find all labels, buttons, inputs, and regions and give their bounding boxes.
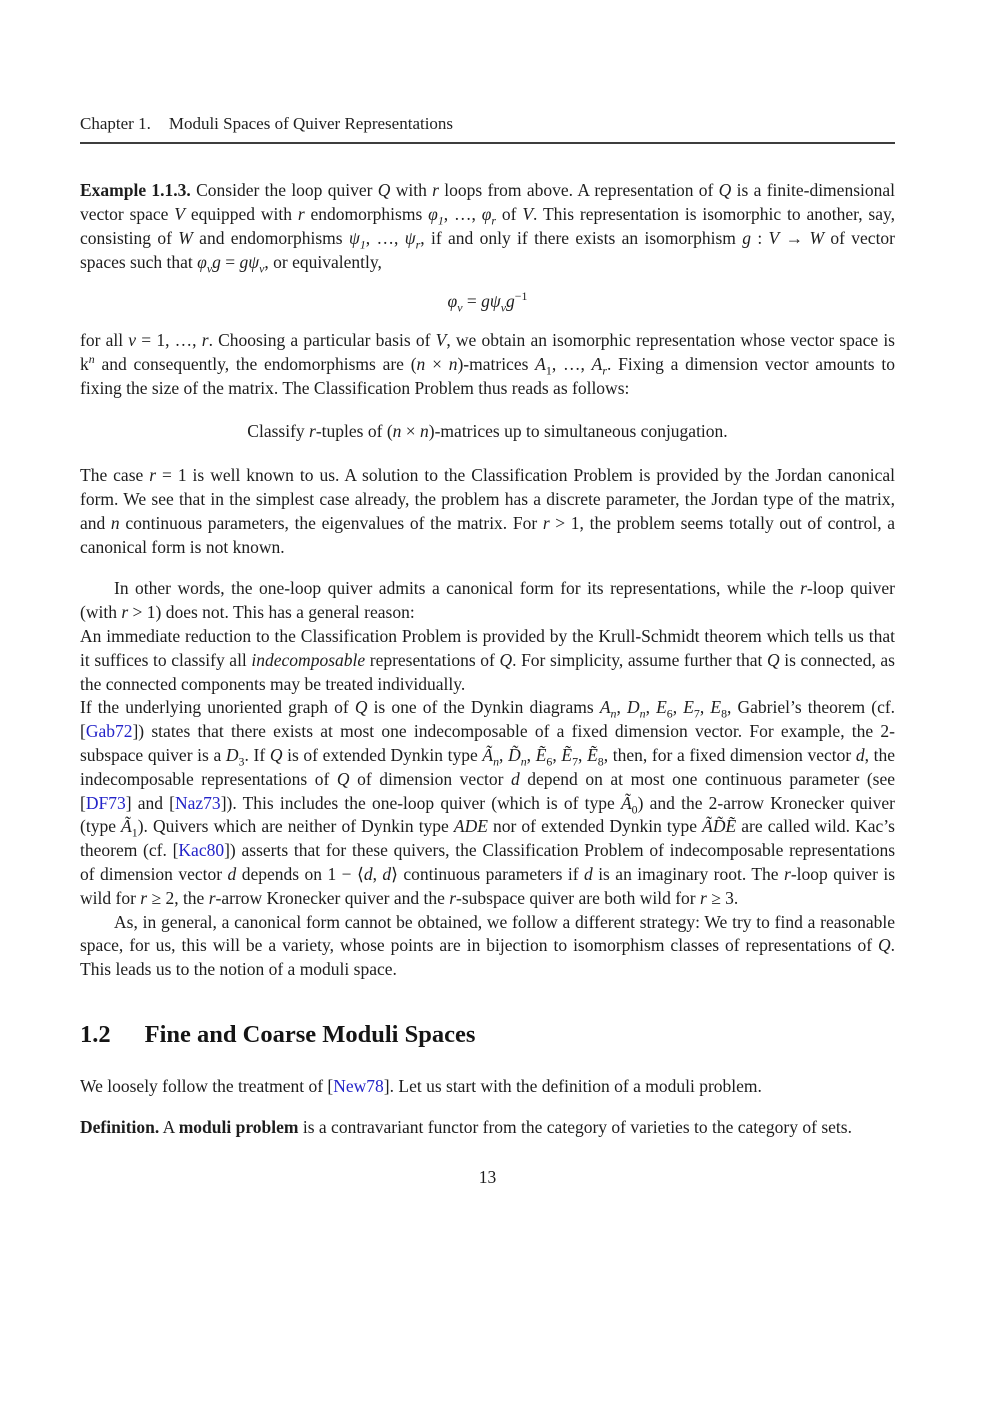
citation-kac80[interactable]: Kac80 xyxy=(178,840,225,861)
citation-naz73[interactable]: Naz73 xyxy=(175,792,221,813)
text-block xyxy=(80,112,895,1190)
page-number: 13 xyxy=(478,1167,497,1187)
para-basis: for all ν = 1, …, r. Choosing a particular basis of V, we obtain an isomorphic representation whose vector space is $k^n$ and consequently, the endomorphisms are (n × n)-matrices $A_1$, …, $A_r$. Fixing a dimension vector amounts to fixing the size of the matrix. The Classification Problem thus reads as follows: xyxy=(80,330,895,398)
para-strategy: As, in general, a canonical form cannot be obtained, we follow a different strategy: We try to find a reasonable space, for us, this will be a variety, whose points are in bijection to isomorphism classes of representations of Q. This leads us to the notion of a moduli space. xyxy=(80,911,895,980)
para-treatment: We loosely follow the treatment of [New78]. Let us start with the definition of a moduli problem. xyxy=(80,1076,762,1097)
citation-df73[interactable]: DF73 xyxy=(85,792,126,813)
citation-gab72[interactable]: Gab72 xyxy=(85,721,133,742)
display-equation: $\varphi_\nu = g\psi_\nu g^{-1}$ xyxy=(447,289,528,315)
para-jordan: The case r = 1 is well known to us. A solution to the Classification Problem is provided by the Jordan canonical form. We see that in the simplest case already, the problem has a discrete parameter, the Jordan type of the matrix, and n continuous parameters, the eigenvalues of the matrix. For r > 1, the problem seems totally out of control, a canonical form is not known. xyxy=(80,465,895,557)
para-example: Example 1.1.3. Consider the loop quiver Q with r loops from above. A representation of Q is a finite-dimensional vector space V equipped with r endomorphisms $\varphi_1$, …, $\varphi_r$ of V. This representation is isomorphic to another, say, consisting of W and endomorphisms $\psi_1$, …, $\psi_r$, if and only if there exists an isomorphism g : V → W of vector spaces such that $\varphi_\nu g = g\psi_\nu$, or equivalently, xyxy=(80,180,896,275)
para-gabriel: If the underlying unoriented graph of Q is one of the Dynkin diagrams $A_n$, $D_n$, $E_6$, $E_7$, $E_8$, Gabriel’s theorem (cf. [Gab72]) states that there exists at most one indecomposable of a fixed dimension vector. For example, the 2-subspace quiver is a $D_3$. If Q is of extended Dynkin type $Ã_n$, $D̃_n$, Ẽ$_6$, Ẽ$_7$, Ẽ$_8$, then, for a fixed dimension vector d, the indecomposable representations of Q of dimension vector d depend on at most one continuous parameter (see [DF73] and [Naz73]). This includes the one-loop quiver (which is of type $Ã_0$) and the 2-arrow Kronecker quiver (type $Ã_1$). Quivers which are neither of Dynkin type ADE nor of extended Dynkin type ÃD̃Ẽ are called wild. Kac’s theorem (cf. [Kac80]) asserts that for these quivers, the Classification Problem of indecomposable representations of dimension vector d depends on 1 − ⟨d, d⟩ continuous parameters if d is an imaginary root. The r-loop quiver is wild for r ≥ 2, the r-arrow Kronecker quiver and the r-subspace quiver are both wild for r ≥ 3. xyxy=(80,697,896,908)
para-krullschmidt: An immediate reduction to the Classification Problem is provided by the Krull-Schmidt theorem which tells us that it suffices to classify all indecomposable representations of Q. For simplicity, assume further that Q is connected, as the connected components may be treated individually. xyxy=(80,626,895,694)
section-number: 1.2 xyxy=(80,1021,111,1049)
section-heading xyxy=(80,1020,895,1049)
para-otherwords: In other words, the one-loop quiver admits a canonical form for its representations, while the r-loop quiver (with r > 1) does not. This has a general reason: xyxy=(80,578,895,623)
citation-new78[interactable]: New78 xyxy=(333,1076,384,1097)
section-title: Fine and Coarse Moduli Spaces xyxy=(144,1021,476,1049)
chapter-title: Moduli Spaces of Quiver Representations xyxy=(168,114,454,133)
para-definition: Definition. A moduli problem is a contravariant functor from the category of varieties to the category of sets. xyxy=(80,1117,852,1138)
classification-problem-line: Classify r-tuples of (n × n)-matrices up to simultaneous conjugation. xyxy=(247,421,728,442)
running-header xyxy=(80,112,895,144)
chapter-label: Chapter 1. xyxy=(80,114,151,133)
